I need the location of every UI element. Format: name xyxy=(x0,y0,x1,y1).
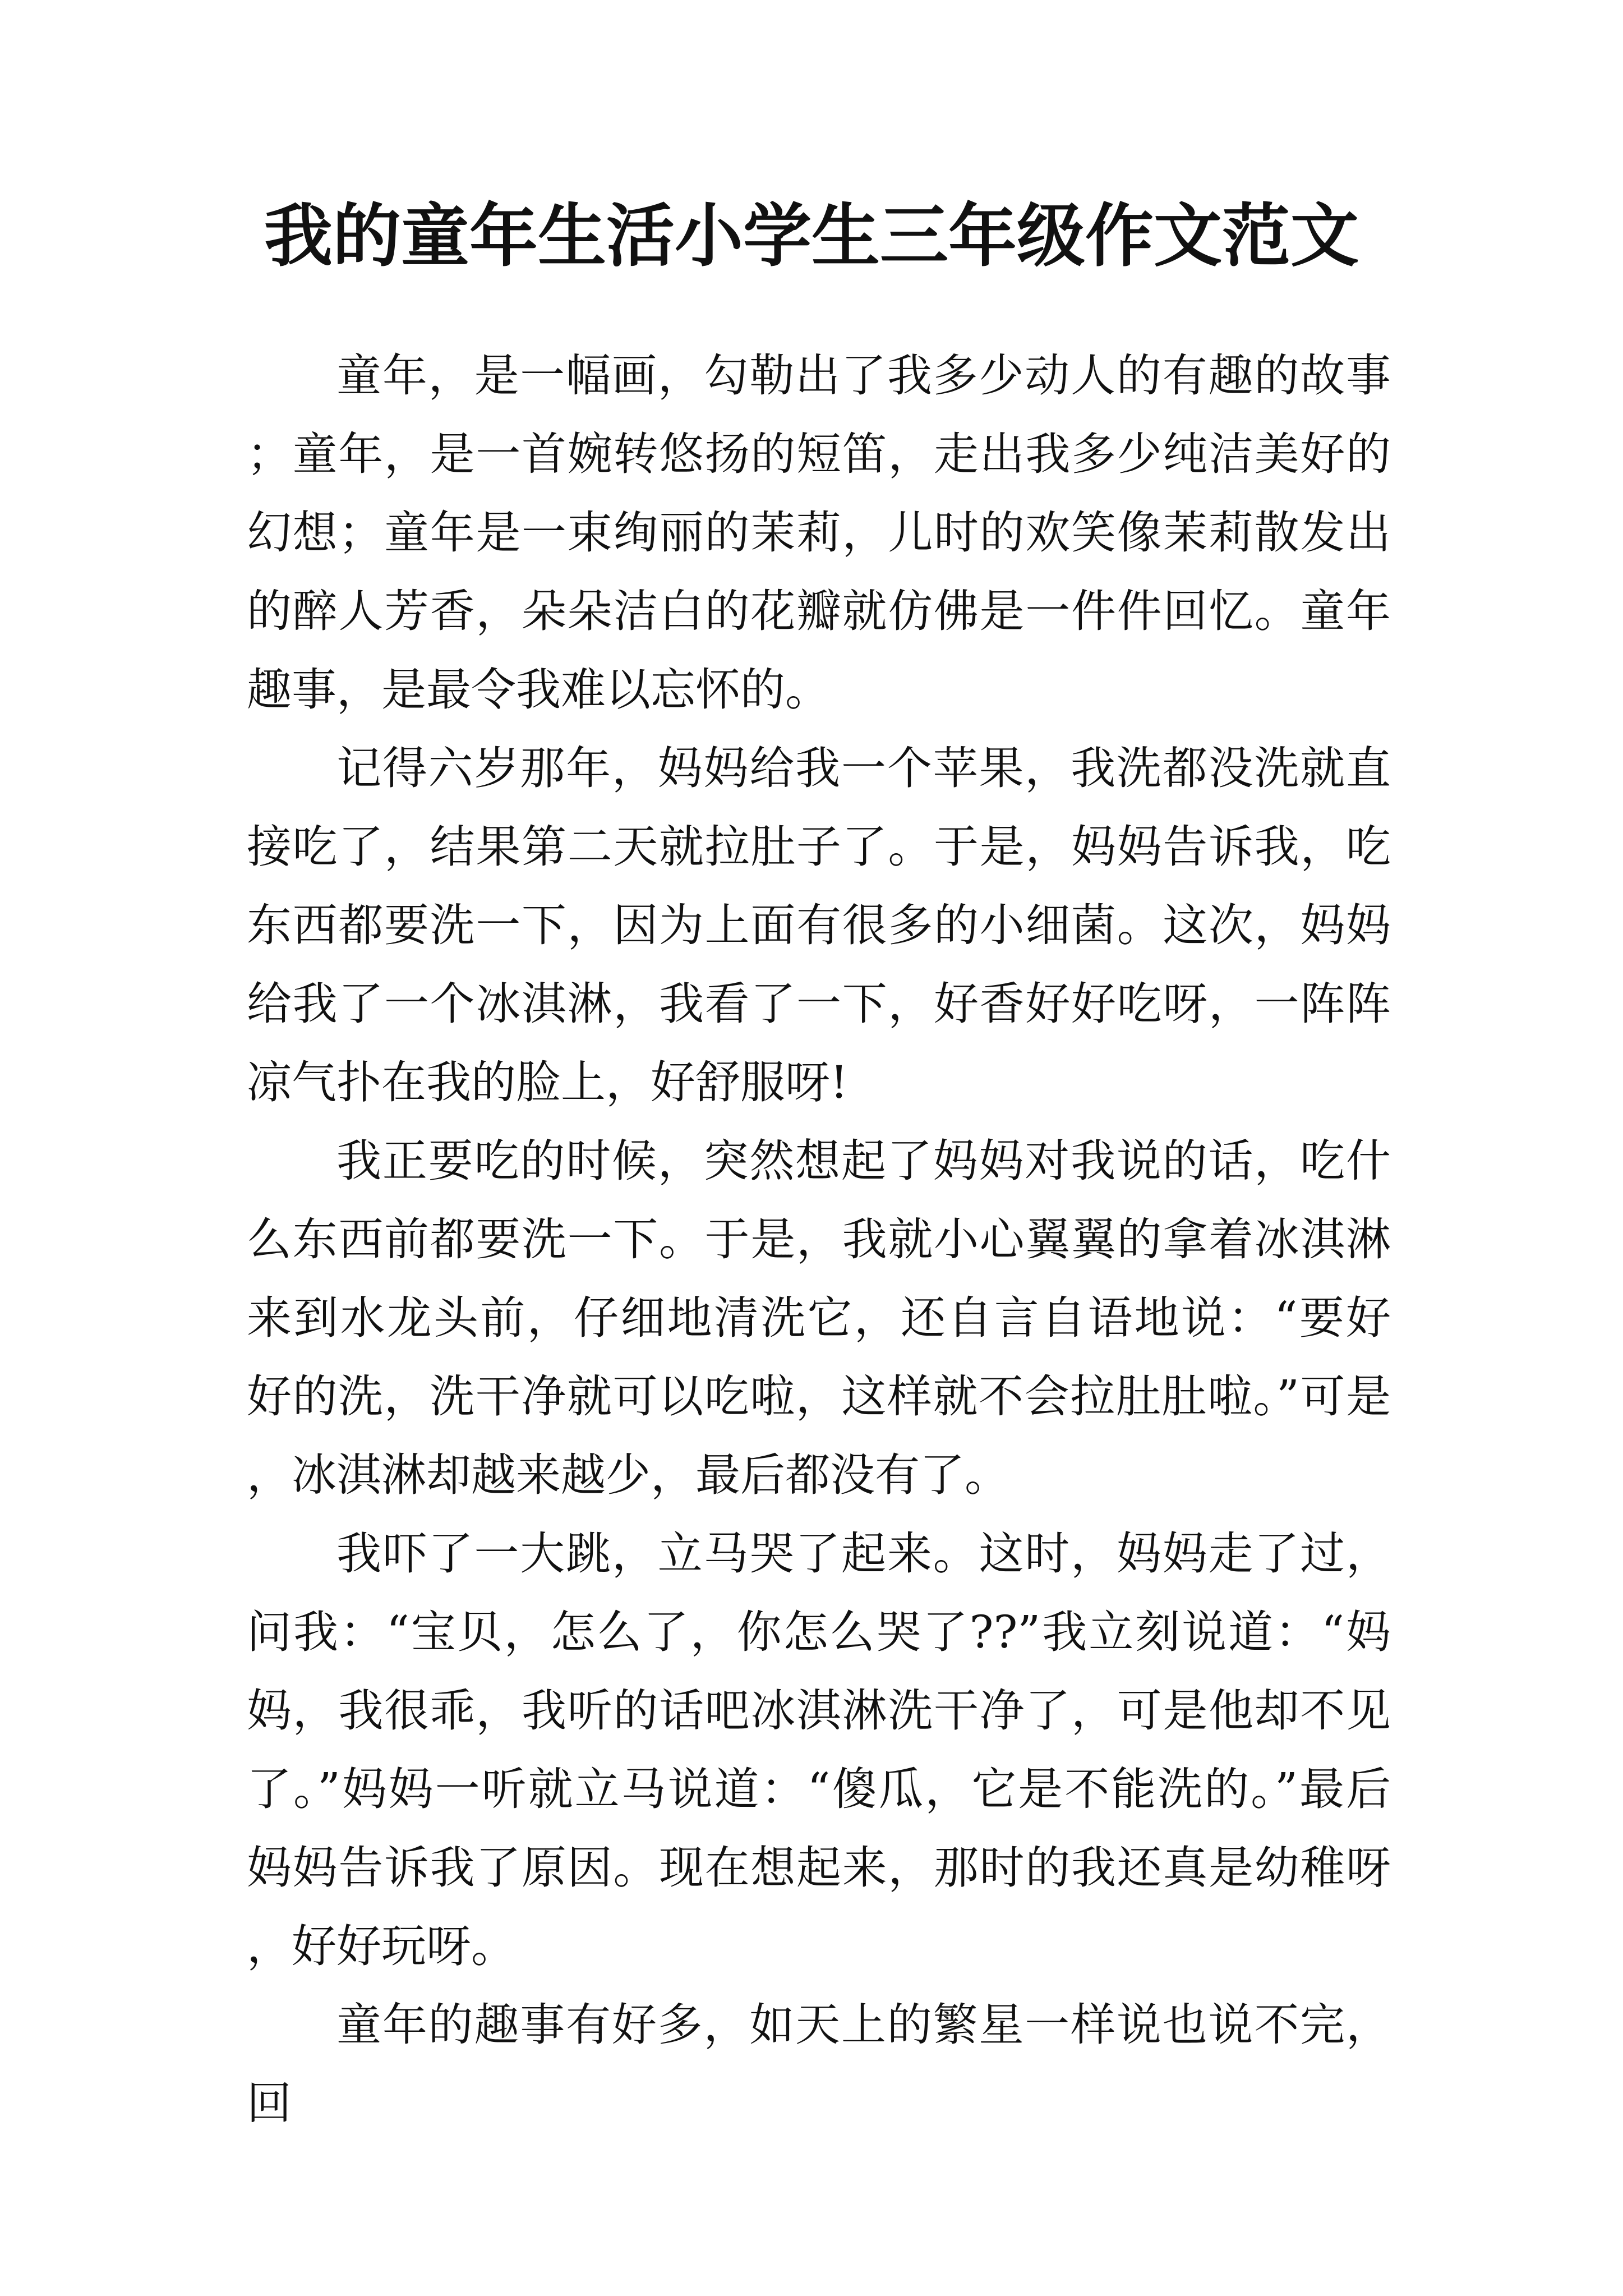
paragraph-5: 童年的趣事有好多，如天上的繁星一样说也说不完，回 xyxy=(247,1999,1391,2129)
paragraph-2: 记得六岁那年，妈妈给我一个苹果，我洗都没洗就直接吃了，结果第二天就拉肚子了。于是，妈妈告诉我，吃东西都要洗一下，因为上面有很多的小细菌。这次，妈妈给我了一个冰淇淋，我看了一下，好香好好吃呀，一阵阵凉气扑在我的脸上，好舒服呀! xyxy=(247,742,1391,1108)
paragraph-4: 我吓了一大跳，立马哭了起来。这时，妈妈走了过，问我：“宝贝，怎么了，你怎么哭了??”我立刻说道：“妈妈，我很乖，我听的话吧冰淇淋洗干净了，可是他却不见了。”妈妈一听就立马说道：“傻瓜，它是不能洗的。”最后妈妈告诉我了原因。现在想起来，那时的我还真是幼稚呀，好好玩呀。 xyxy=(247,1527,1391,1972)
document-title: 我的童年生活小学生三年级作文范文 xyxy=(264,195,1359,276)
document-body xyxy=(247,337,1391,2143)
paragraph-1: 童年，是一幅画，勾勒出了我多少动人的有趣的故事；童年，是一首婉转悠扬的短笛，走出我多少纯洁美好的幻想；童年是一束绚丽的茉莉，儿时的欢笑像茉莉散发出的醉人芳香，朵朵洁白的花瓣就仿佛是一件件回忆。童年趣事，是最令我难以忘怀的。 xyxy=(247,349,1391,716)
paragraph-3: 我正要吃的时候，突然想起了妈妈对我说的话，吃什么东西前都要洗一下。于是，我就小心翼翼的拿着冰淇淋来到水龙头前，仔细地清洗它，还自言自语地说：“要好好的洗，洗干净就可以吃啦，这样就不会拉肚肚啦。”可是，冰淇淋却越来越少，最后都没有了。 xyxy=(247,1135,1391,1501)
